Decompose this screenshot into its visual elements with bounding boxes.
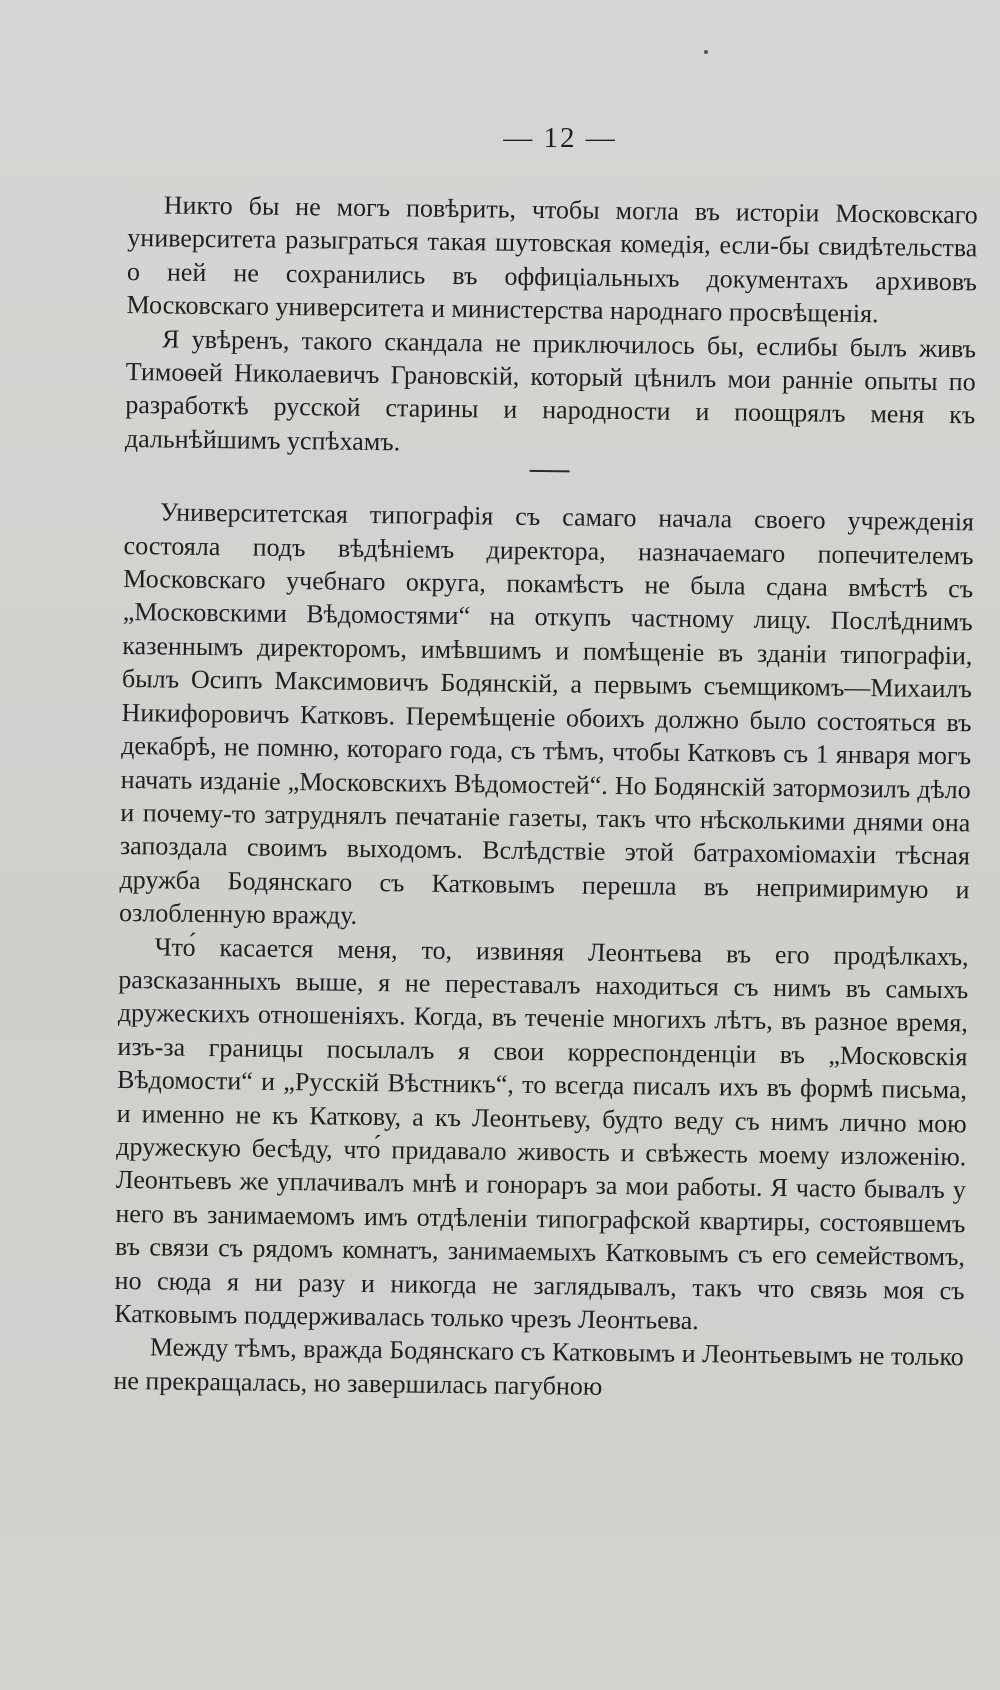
paragraph-2: Я увѣренъ, такого скандала не приключилось бы, еслибы былъ живъ Тимоѳей Николаевичъ Грановскій, который цѣнилъ мои ранніе опыты по разработкѣ русской старины и народности и поощрялъ меня къ дальнѣйшимъ успѣхамъ. bbox=[124, 324, 977, 457]
paragraph-4: Что́ касается меня, то, извиняя Леонтьева въ его продѣлкахъ, разсказанныхъ выше, я не переставалъ находиться съ нимъ въ самыхъ дружескихъ отношеніяхъ. Когда, въ теченіе многихъ лѣтъ, въ разное время, изъ-за границы посылалъ я свои корреспонденціи въ „Московскія Вѣдомости“ и „Русскій Вѣстникъ“, то всегда писалъ ихъ въ формѣ письма, и именно не къ Каткову, а къ Леонтьеву, будто веду съ нимъ лично мою дружескую бесѣду, что́ придавало живость и свѣжесть моему изложенію. Леонтьевъ же уплачивалъ мнѣ и гонораръ за мои работы. Я часто бывалъ у него въ занимаемомъ имъ отдѣленіи типографской квартиры, состоявшемъ въ связи съ рядомъ комнатъ, занимаемыхъ Катковымъ съ его семействомъ, но сюда я ни разу и никогда не заглядывалъ, такъ что связь моя съ Катковымъ поддерживалась только чрезъ Леонтьева. bbox=[114, 931, 969, 1336]
page-body bbox=[113, 188, 978, 1408]
paragraph-1: Никто бы не могъ повѣрить, чтобы могла въ исторіи Московскаго университета разыграться такая шутовская комедія, если-бы свидѣтельства о ней не сохранились въ оффиціальныхъ документахъ архивовъ Московскаго университета и министерства народнаго просвѣщенія. bbox=[126, 190, 978, 329]
paragraph-5: Между тѣмъ, вражда Бодянскаго съ Катковымъ и Леонтьевымъ не только не прекращалась, но завершилась пагубною bbox=[113, 1332, 964, 1401]
print-speck bbox=[704, 50, 708, 54]
section-separator-rule bbox=[530, 470, 570, 472]
page-number: — 12 — bbox=[503, 122, 617, 154]
paragraph-3: Университетская типографія съ самаго начала своего учрежденія состояла подъ вѣдѣніемъ директора, назначаемаго попечителемъ Московскаго учебнаго округа, покамѣстъ не была сдана вмѣстѣ съ „Московскими Вѣдомостями“ на откупъ частному лицу. Послѣднимъ казеннымъ директоромъ, имѣвшимъ и помѣщеніе въ зданіи типографіи, былъ Осипъ Максимовичъ Бодянскій, а первымъ съемщикомъ—Михаилъ Никифоровичъ Катковъ. Перемѣщеніе обоихъ должно было состояться въ декабрѣ, не помню, котораго года, съ тѣмъ, чтобы Катковъ съ 1 января могъ начать изданіе „Московскихъ Вѣдомостей“. Но Бодянскій затормозилъ дѣло и почему-то затруднялъ печатаніе газеты, такъ что нѣсколькими днями она запоздала своимъ выходомъ. Вслѣдствіе этой батрахоміомахіи тѣсная дружба Бодянскаго съ Катковымъ перешла въ непримиримую и озлобленную вражду. bbox=[118, 497, 975, 930]
